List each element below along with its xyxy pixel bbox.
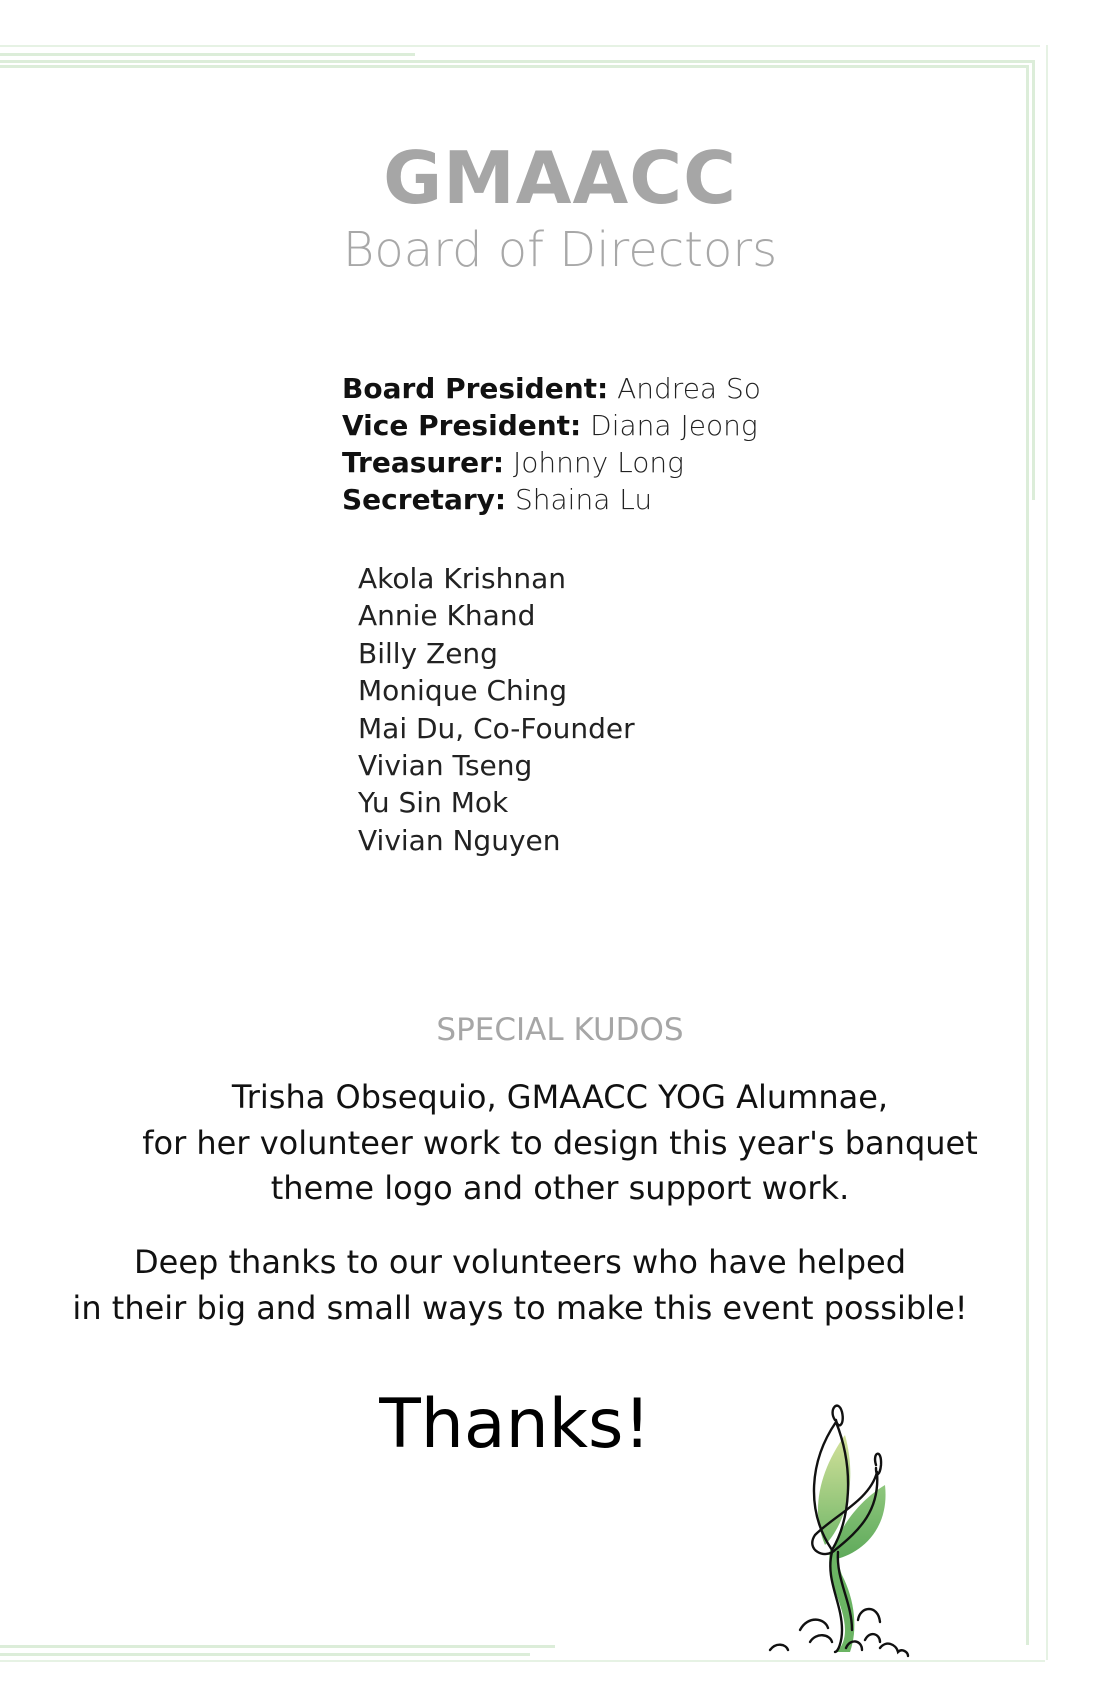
frame-top-line-3 [0, 60, 1033, 63]
closing-thanks: Thanks! [379, 1385, 651, 1464]
officer-name: Andrea So [608, 372, 761, 405]
officer-role: Board President: [342, 372, 609, 405]
volunteer-thanks-line: Deep thanks to our volunteers who have helped [133, 1243, 907, 1281]
officer-row [342, 370, 761, 407]
frame-right-line-1 [1046, 45, 1048, 1660]
kudos-text [10, 1075, 1100, 1212]
kudos-heading: SPECIAL KUDOS [436, 1012, 684, 1048]
frame-top-line-1 [0, 45, 1040, 47]
kudos-line: for her volunteer work to design this year's banquet [142, 1123, 978, 1162]
officer-name: Shaina Lu [506, 483, 653, 516]
org-title: GMAACC [383, 136, 737, 220]
member-item: Annie Khand [358, 599, 536, 633]
officer-role: Treasurer: [342, 446, 505, 479]
officer-role: Vice President: [342, 409, 582, 442]
frame-bottom-line-2 [0, 1653, 530, 1656]
kudos-line: Trisha Obsequio, GMAACC YOG Alumnae, [231, 1078, 889, 1116]
frame-bottom-line-3 [0, 1660, 1045, 1662]
officer-name: Johnny Long [504, 446, 684, 479]
frame-top-line-4 [0, 65, 1027, 68]
sprout-icon [750, 1390, 940, 1660]
member-item: Akola Krishnan [358, 562, 566, 595]
frame-top-line-2 [0, 53, 415, 56]
volunteer-thanks-text [0, 1240, 1040, 1331]
officer-name: Diana Jeong [581, 409, 758, 442]
member-item: Yu Sin Mok [358, 786, 509, 820]
page-subtitle: Board of Directors [342, 222, 778, 278]
officer-row [342, 444, 761, 481]
volunteer-thanks-line: in their big and small ways to make this event possible! [72, 1288, 968, 1327]
member-item: Mai Du, Co-Founder [358, 711, 635, 745]
officers-list [342, 370, 761, 518]
officer-role: Secretary: [342, 483, 507, 516]
members-list [358, 560, 635, 859]
member-item: Monique Ching [358, 674, 568, 708]
member-item: Vivian Nguyen [358, 823, 561, 857]
frame-bottom-line-1 [0, 1645, 555, 1648]
member-item: Vivian Tseng [358, 749, 533, 783]
officer-row [342, 407, 761, 444]
member-item: Billy Zeng [358, 636, 498, 670]
frame-right-line-2 [1032, 60, 1035, 500]
kudos-line: theme logo and other support work. [270, 1169, 850, 1207]
officer-row [342, 481, 761, 518]
